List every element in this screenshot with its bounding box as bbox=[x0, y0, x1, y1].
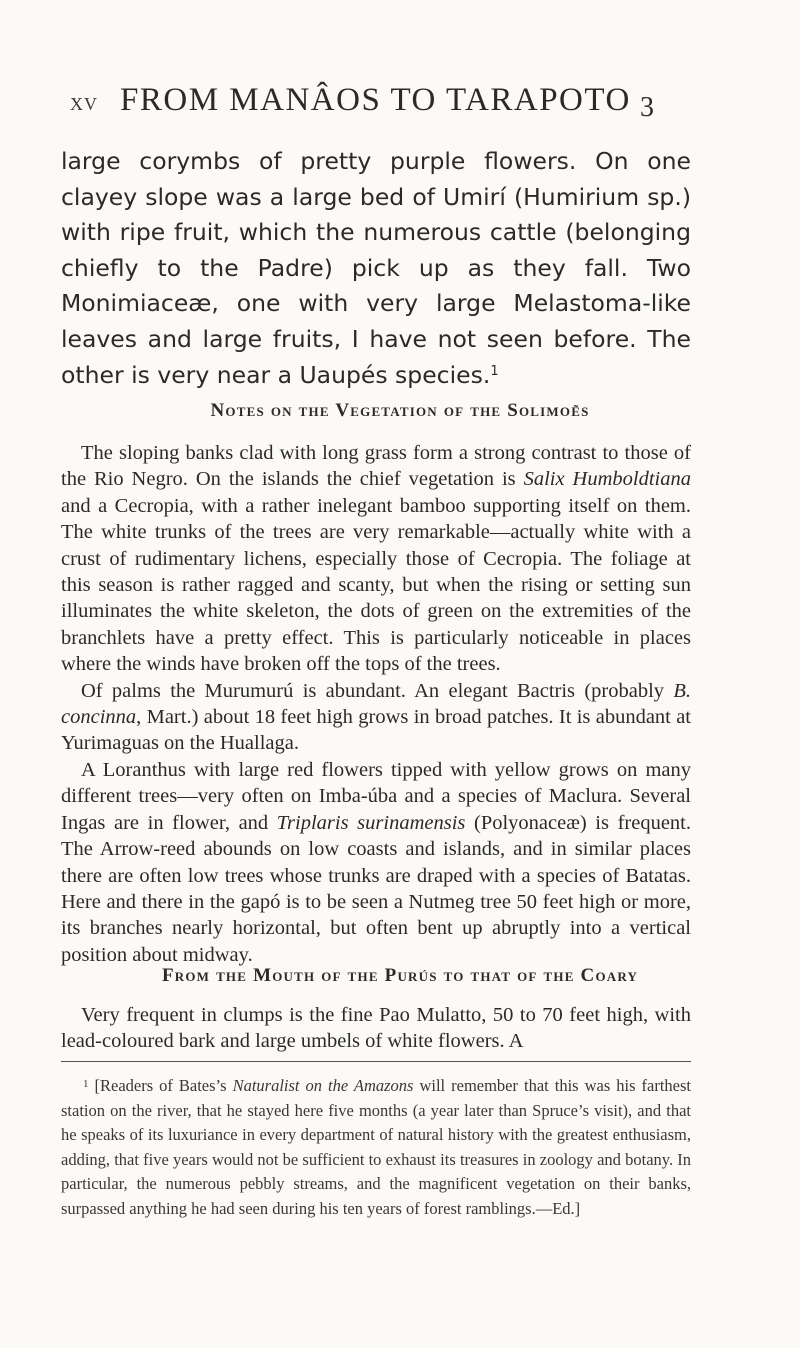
opening-paragraph bbox=[61, 144, 691, 393]
section-purus-body bbox=[61, 1002, 691, 1055]
opening-paragraph-text: large corymbs of pretty purple flowers. On one clayey slope was a large bed of Umirí (Humirium sp.) with ripe fruit, which the numerous cattle (belonging chiefly to the Padre) pick up as they fall. Two Monimiaceæ, one with very large Melastoma-like leaves and large fruits, I have not seen before. The other is very near a Uaupés species. bbox=[61, 147, 691, 389]
paragraph-text: , Mart.) about 18 feet high grows in broad patches. It is abundant at Yurimaguas on the Huallaga. bbox=[61, 706, 691, 755]
paragraph-text: The sloping banks clad with long grass form a strong contrast to those of the Rio Negro. On the islands the chief vegetation is bbox=[61, 442, 691, 491]
paragraph-text: A Loranthus with large red flowers tipped with yellow grows on many different trees—very often on Imba-úba and a species of Maclura. Several Ingas are in flower, and bbox=[61, 758, 691, 834]
species-name: Triplaris surinamensis bbox=[276, 811, 466, 834]
paragraph-palms bbox=[61, 678, 691, 757]
footnote-text: [Readers of Bates’s bbox=[88, 1076, 233, 1095]
chapter-number: XV bbox=[70, 94, 98, 114]
paragraph-text: and a Cecropia, with a rather inelegant bamboo supporting itself on them. The white trunks of the trees are very remarkable—actually white with a crust of rudimentary lichens, especially those of Cecropia. The foliage at this season is rather ragged and scanty, but when the rising or setting sun illuminates the white skeleton, the dots of green on the extremities of the branchlets have a pretty effect. This is particularly noticeable in places where the winds have broken off the tops of the trees. bbox=[61, 494, 691, 676]
paragraph-loranthus bbox=[61, 757, 691, 968]
section-heading-purus-coary: From the Mouth of the Purús to that of the Coary bbox=[161, 965, 639, 986]
paragraph-pao-mulatto: Very frequent in clumps is the fine Pao Mulatto, 50 to 70 feet high, with lead-coloured bark and large umbels of white flowers. A bbox=[61, 1004, 691, 1053]
paragraph-text: Of palms the Murumurú is abundant. An elegant Bactris (probably bbox=[81, 679, 674, 702]
paragraph-sloping-banks bbox=[61, 440, 691, 678]
footnote-mark: 1 bbox=[83, 1078, 89, 1090]
footnote-reference: 1 bbox=[490, 363, 499, 379]
section-heading-solimoes: Notes on the Vegetation of the Solimoẽs bbox=[210, 400, 590, 421]
page-number: 3 bbox=[640, 92, 654, 123]
running-title: FROM MANÂOS TO TARAPOTO bbox=[120, 82, 631, 118]
footnote-text: will remember that this was his farthest station on the river, that he stayed here five months (a year later than Spruce’s visit), and that he speaks of its luxuriance in every department of natural history with the greatest enthusiasm, adding, that five years would not be sufficient to exhaust its treasures in zoology and botany. In particular, the numerous pebbly streams, and the magnificent vegetation on their banks, surpassed anything he had seen during his ten years of forest ramblings.—Ed.] bbox=[61, 1076, 691, 1218]
species-name: Salix Humboldtiana bbox=[523, 468, 691, 491]
running-head bbox=[70, 82, 670, 122]
paragraph-text: (Polyonaceæ) is frequent. The Arrow-reed abounds on low coasts and islands, and in similar places there are often low trees whose trunks are draped with a species of Batatas. Here and there in the gapó is to be seen a Nutmeg tree 50 feet high or more, its branches nearly horizontal, but often bent up abruptly into a vertical position about midway. bbox=[61, 811, 692, 966]
species-name: B. concinna bbox=[61, 679, 691, 729]
section-solimoes-body bbox=[61, 440, 691, 968]
book-title: Naturalist on the Amazons bbox=[232, 1076, 414, 1095]
footnote bbox=[61, 1074, 691, 1221]
footnote-divider bbox=[61, 1061, 691, 1062]
